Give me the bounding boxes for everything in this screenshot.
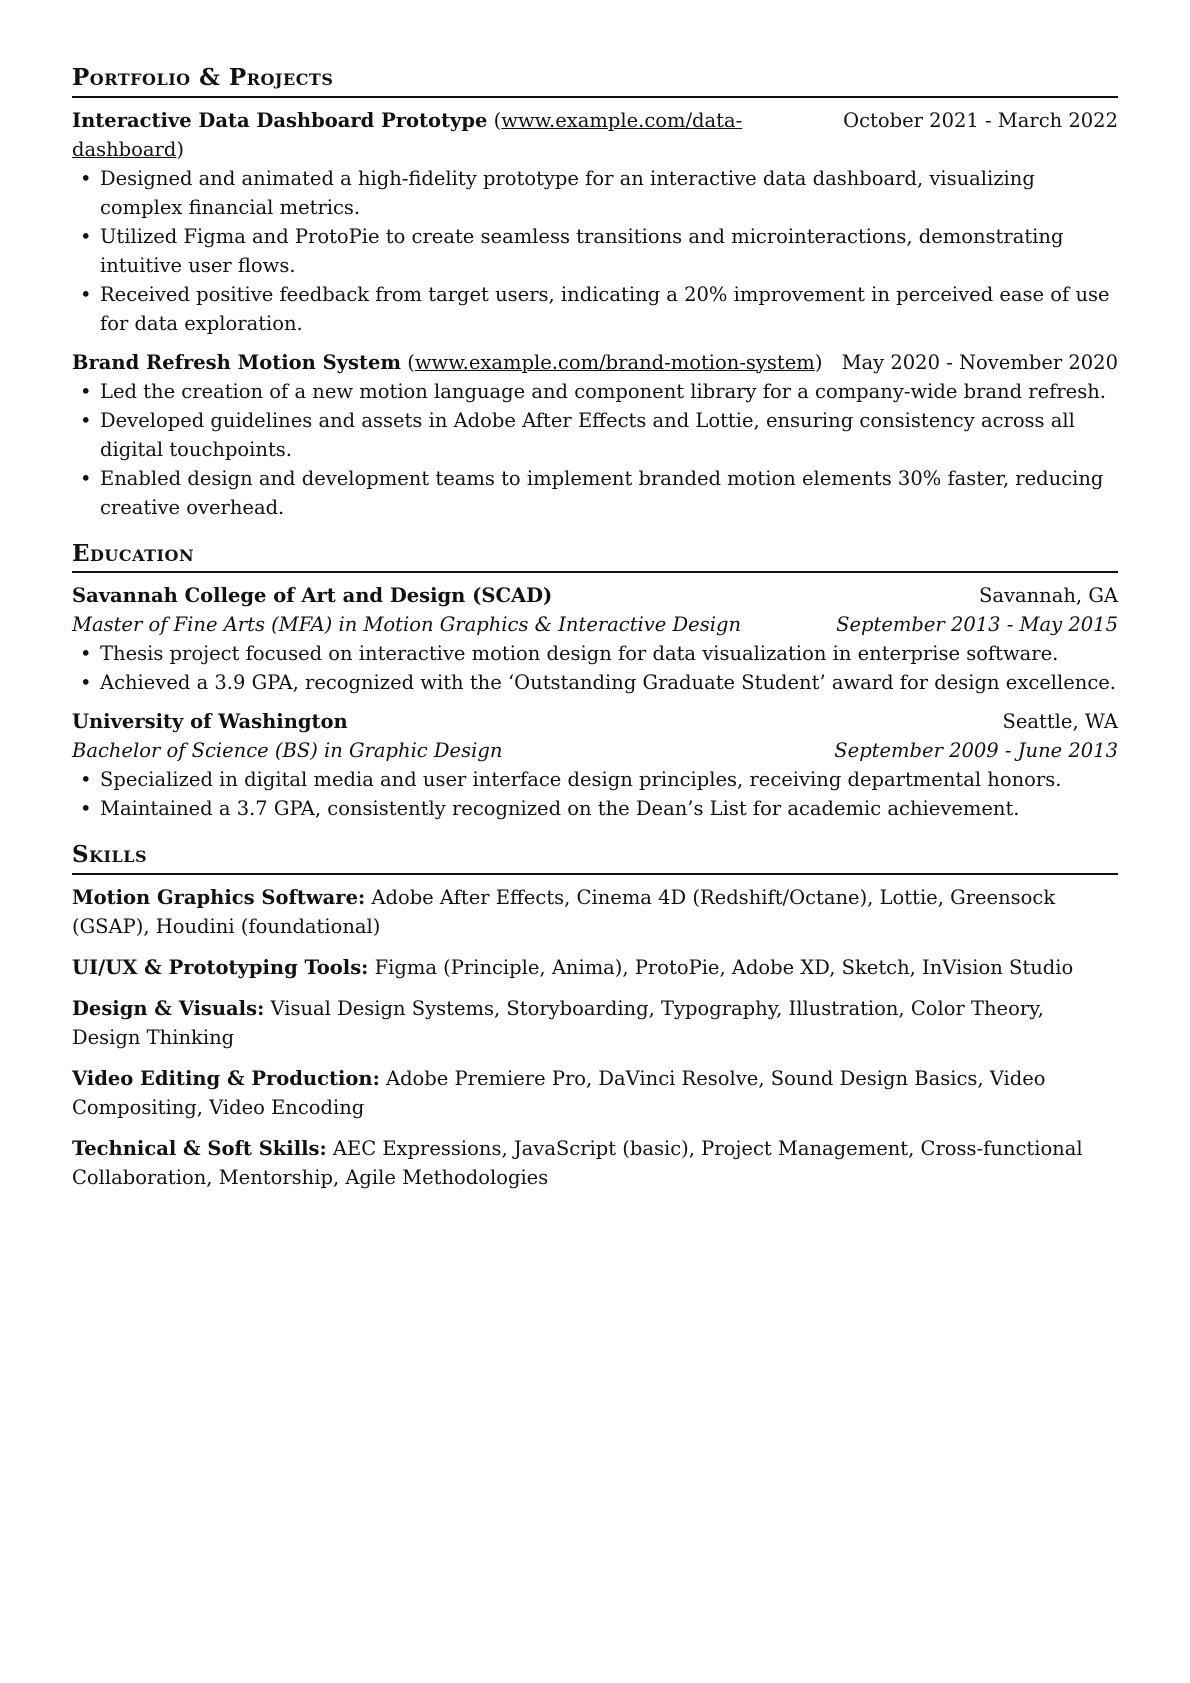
skill-item <box>72 994 1118 1052</box>
skill-value: Adobe Premiere Pro, DaVinci Resolve, Sound Design Basics, Video Compositing, Video Encoding <box>72 1066 1046 1119</box>
project-name: Brand Refresh Motion System <box>72 350 402 374</box>
list-item: • Utilized Figma and ProtoPie to create seamless transitions and microinteractions, demonstrating intuitive user flows. <box>72 222 1118 280</box>
skill-label: Technical & Soft Skills: <box>72 1136 327 1160</box>
list-item: • Developed guidelines and assets in Adobe After Effects and Lottie, ensuring consistency across all digital touchpoints. <box>72 406 1118 464</box>
skill-label: Video Editing & Production: <box>72 1066 380 1090</box>
project-entry <box>72 348 1118 522</box>
degree: Bachelor of Science (BS) in Graphic Design <box>72 739 503 763</box>
project-entry <box>72 106 1118 338</box>
degree: Master of Fine Arts (MFA) in Motion Graphics & Interactive Design <box>72 613 742 637</box>
skill-item <box>72 953 1118 982</box>
education-bullets <box>72 765 1118 823</box>
projects-section <box>72 64 1118 522</box>
project-date: October 2021 - March 2022 <box>843 108 1118 132</box>
project-date: May 2020 - November 2020 <box>841 350 1118 374</box>
school-name: University of Washington <box>72 710 348 734</box>
section-title-education: Education <box>72 540 1118 574</box>
skill-item <box>72 1134 1118 1192</box>
skill-label: Motion Graphics Software: <box>72 885 366 909</box>
skill-value: Adobe After Effects, Cinema 4D (Redshift/Octane), Lottie, Greensock (GSAP), Houdini (foundational) <box>72 885 1056 938</box>
skill-item <box>72 1064 1118 1122</box>
skill-value: AEC Expressions, JavaScript (basic), Project Management, Cross-functional Collaboration, Mentorship, Agile Methodologies <box>72 1136 1083 1189</box>
list-item: • Designed and animated a high-fidelity prototype for an interactive data dashboard, visualizing complex financial metrics. <box>72 164 1118 222</box>
project-bullets <box>72 377 1118 522</box>
list-item: • Achieved a 3.9 GPA, recognized with the ‘Outstanding Graduate Student’ award for design excellence. <box>72 668 1118 697</box>
education-date: September 2009 - June 2013 <box>834 739 1118 763</box>
list-item: • Specialized in digital media and user interface design principles, receiving departmental honors. <box>72 765 1118 794</box>
project-header: October 2021 - March 2022 Interactive Data Dashboard Prototype (www.example.com/data-dashboard) <box>72 106 1118 164</box>
list-item: • Received positive feedback from target users, indicating a 20% improvement in perceived ease of use for data exploration. <box>72 280 1118 338</box>
school-name: Savannah College of Art and Design (SCAD) <box>72 584 553 608</box>
skill-value: Figma (Principle, Anima), ProtoPie, Adobe XD, Sketch, InVision Studio <box>374 955 1074 979</box>
education-entry <box>72 581 1118 697</box>
school-location: Savannah, GA <box>979 584 1118 608</box>
education-entry <box>72 707 1118 823</box>
skill-label: UI/UX & Prototyping Tools: <box>72 955 369 979</box>
list-item: • Enabled design and development teams to implement branded motion elements 30% faster, reducing creative overhead. <box>72 464 1118 522</box>
list-item: • Led the creation of a new motion language and component library for a company-wide brand refresh. <box>72 377 1118 406</box>
skill-value: Visual Design Systems, Storyboarding, Typography, Illustration, Color Theory, Design Thinking <box>72 996 1044 1049</box>
project-bullets <box>72 164 1118 338</box>
project-name: Interactive Data Dashboard Prototype <box>72 108 488 132</box>
project-link[interactable]: www.example.com/data-dashboard <box>72 108 743 161</box>
skill-item <box>72 883 1118 941</box>
list-item: • Thesis project focused on interactive motion design for data visualization in enterprise software. <box>72 639 1118 668</box>
education-section <box>72 540 1118 824</box>
list-item: • Maintained a 3.7 GPA, consistently recognized on the Dean’s List for academic achievement. <box>72 794 1118 823</box>
project-header: May 2020 - November 2020 Brand Refresh Motion System (www.example.com/brand-motion-system) <box>72 348 1118 377</box>
skills-section <box>72 841 1118 1192</box>
education-bullets <box>72 639 1118 697</box>
section-title-projects: Portfolio & Projects <box>72 64 1118 98</box>
school-location: Seattle, WA <box>1002 710 1118 734</box>
skill-label: Design & Visuals: <box>72 996 265 1020</box>
section-title-skills: Skills <box>72 841 1118 875</box>
education-date: September 2013 - May 2015 <box>836 613 1118 637</box>
project-link[interactable]: www.example.com/brand-motion-system <box>414 350 815 374</box>
